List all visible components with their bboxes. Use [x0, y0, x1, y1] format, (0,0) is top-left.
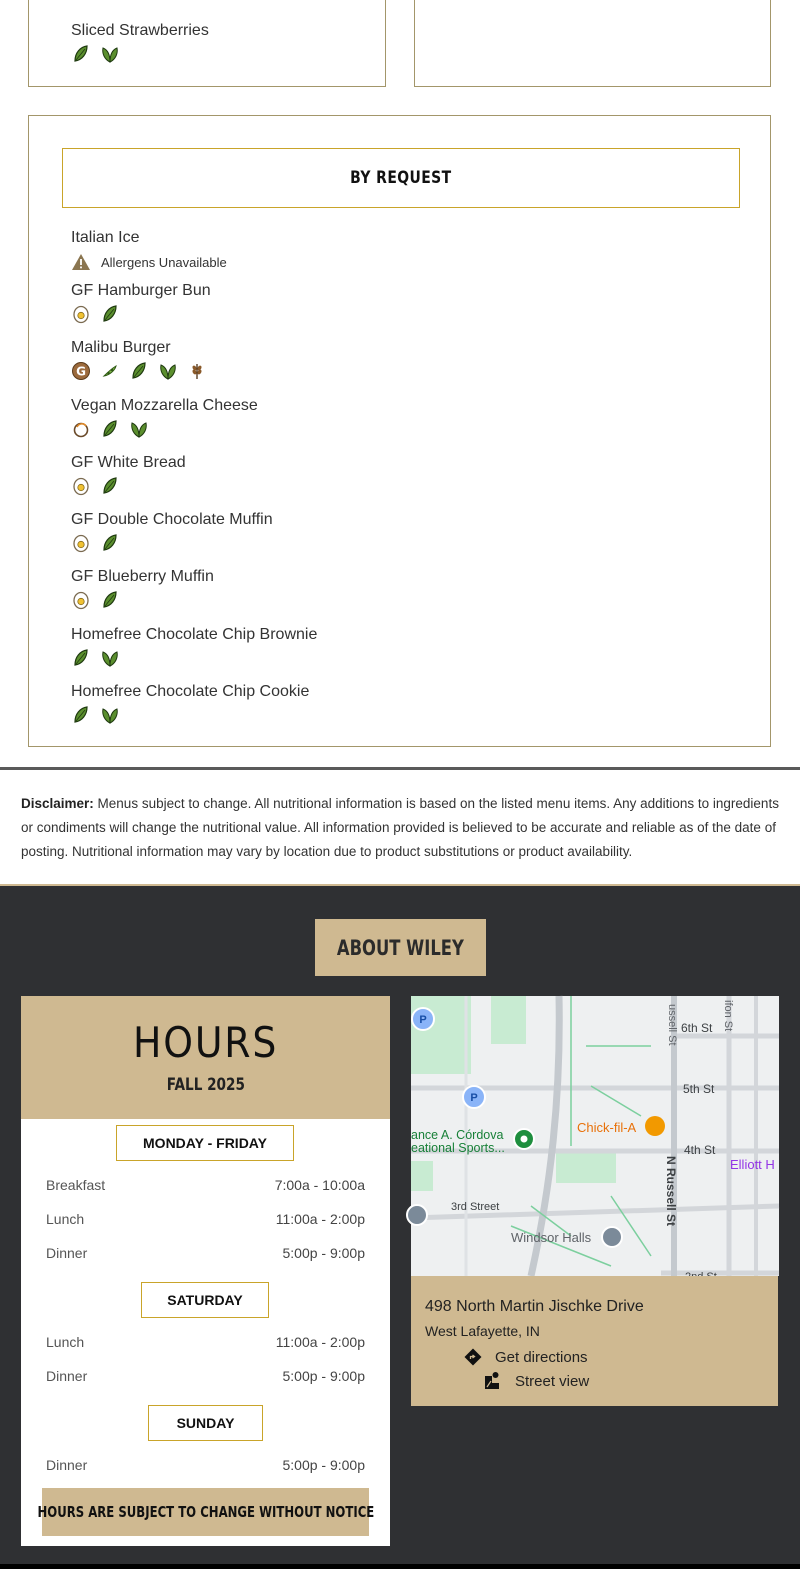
hours-card — [21, 996, 390, 1546]
menu-item[interactable] — [71, 228, 227, 272]
menu-item-name[interactable]: GF Hamburger Bun — [71, 282, 211, 299]
menu-station-card — [28, 115, 771, 747]
hours-row — [46, 1177, 365, 1193]
vegetarian-icon[interactable] — [71, 648, 91, 668]
meal-label: Lunch — [46, 1334, 85, 1350]
meal-label: Dinner — [46, 1245, 88, 1261]
map-label: ifon St — [722, 1000, 734, 1032]
menu-item-name: Sliced Strawberries — [71, 22, 209, 39]
menu-station-card-partial — [28, 0, 386, 87]
map-poi-label: Chick-fil-A — [577, 1120, 637, 1135]
vegan-icon — [100, 44, 120, 64]
disclaimer-text: Menus subject to change. All nutritional information is based on the listed menu items. Any additions to ingredients or condiments will change the nutritional value. All information provided is believed to be accurate and reliable as of the date of posting. Nutritional information may vary by location due to product substitutions or product availability. — [21, 796, 779, 859]
vegetarian-icon — [71, 44, 91, 64]
hours-notice: HOURS ARE SUBJECT TO CHANGE WITHOUT NOTICE — [42, 1488, 369, 1536]
menu-item[interactable] — [71, 567, 214, 610]
meal-time: 5:00p - 9:00p — [282, 1245, 365, 1261]
vegan-icon[interactable] — [158, 361, 178, 381]
meal-time: 7:00a - 10:00a — [274, 1177, 365, 1193]
vegetarian-icon[interactable] — [100, 590, 120, 610]
meal-label: Dinner — [46, 1368, 88, 1384]
menu-item-name[interactable]: GF Blueberry Muffin — [71, 568, 214, 585]
meal-label: Lunch — [46, 1211, 85, 1227]
vegan-icon[interactable] — [129, 419, 149, 439]
vegetarian-icon[interactable] — [100, 419, 120, 439]
vegetarian-icon[interactable] — [100, 304, 120, 324]
day-heading-weekdays: MONDAY - FRIDAY — [116, 1125, 294, 1161]
parking-label: P — [419, 1014, 427, 1026]
disclaimer — [21, 792, 781, 864]
allergen-icons — [71, 590, 214, 610]
vegan-icon[interactable] — [100, 705, 120, 725]
menu-station-card-partial-right — [414, 0, 771, 87]
map-label: 3rd Street — [451, 1201, 500, 1213]
menu-item-name[interactable]: Malibu Burger — [71, 339, 171, 356]
street-view-link[interactable] — [483, 1371, 589, 1391]
map-poi-label: Windsor Halls — [511, 1230, 592, 1245]
allergen-icons — [71, 476, 186, 496]
meal-time: 11:00a - 2:00p — [275, 1211, 365, 1227]
eggs-icon[interactable] — [71, 476, 91, 496]
allergen-icons — [71, 648, 317, 668]
meal-time: 11:00a - 2:00p — [275, 1334, 365, 1350]
gluten-icon[interactable] — [71, 361, 91, 381]
wheat-icon[interactable] — [187, 361, 207, 381]
hours-row — [46, 1245, 365, 1261]
hours-row — [46, 1211, 365, 1227]
hours-header — [21, 996, 390, 1119]
menu-item-name[interactable]: GF White Bread — [71, 454, 186, 471]
day-heading-saturday: SATURDAY — [141, 1282, 269, 1318]
meal-label: Breakfast — [46, 1177, 106, 1193]
menu-item — [71, 21, 209, 64]
soy-icon[interactable] — [100, 361, 120, 381]
get-directions-link[interactable] — [463, 1347, 588, 1367]
school-pin-icon[interactable] — [602, 1227, 622, 1247]
allergen-icons — [71, 533, 273, 553]
menu-item-name[interactable]: Vegan Mozzarella Cheese — [71, 397, 258, 414]
station-title: BY REQUEST — [62, 148, 740, 208]
meal-label: Dinner — [46, 1457, 88, 1473]
parking-label: P — [470, 1092, 478, 1104]
menu-item[interactable] — [71, 682, 309, 725]
location-pin-icon[interactable] — [407, 1205, 427, 1225]
map-label: 6th St — [681, 1021, 713, 1035]
day-heading-sunday: SUNDAY — [148, 1405, 263, 1441]
map-poi-label: ance A. Córdova — [411, 1128, 504, 1142]
get-directions-label: Get directions — [495, 1348, 588, 1366]
allergen-icons — [71, 44, 209, 64]
directions-icon — [463, 1347, 483, 1367]
page-bottom-bar — [0, 1564, 800, 1569]
map-label: N Russell St — [664, 1156, 678, 1227]
map-poi-label: Elliott H — [730, 1157, 775, 1172]
address-street: 498 North Martin Jischke Drive — [425, 1298, 644, 1315]
meal-time: 5:00p - 9:00p — [282, 1368, 365, 1384]
hours-row — [46, 1368, 365, 1384]
disclaimer-label: Disclaimer: — [21, 796, 94, 811]
allergen-icons — [71, 361, 207, 381]
coconut-icon[interactable] — [71, 419, 91, 439]
hours-row — [46, 1457, 365, 1473]
vegetarian-icon[interactable] — [100, 476, 120, 496]
menu-item[interactable] — [71, 625, 317, 668]
menu-item[interactable] — [71, 281, 211, 324]
menu-item[interactable] — [71, 453, 186, 496]
menu-item-name[interactable]: Italian Ice — [71, 229, 140, 246]
map-canvas[interactable] — [411, 996, 779, 1276]
allergen-icons — [71, 705, 309, 725]
warning-icon — [71, 252, 91, 272]
allergen-icons — [71, 304, 211, 324]
allergen-note-text: Allergens Unavailable — [101, 254, 227, 270]
meal-time: 5:00p - 9:00p — [282, 1457, 365, 1473]
eggs-icon[interactable] — [71, 590, 91, 610]
street-view-icon — [483, 1371, 503, 1391]
menu-item-name[interactable]: Homefree Chocolate Chip Cookie — [71, 683, 310, 700]
vegetarian-icon[interactable] — [71, 705, 91, 725]
map-poi-label: eational Sports... — [411, 1141, 505, 1155]
hours-season: FALL 2025 — [166, 1075, 245, 1095]
menu-item-name[interactable]: GF Double Chocolate Muffin — [71, 511, 273, 528]
eggs-icon[interactable] — [71, 533, 91, 553]
about-section — [0, 886, 800, 1569]
map[interactable] — [411, 996, 779, 1276]
divider — [0, 767, 800, 770]
street-view-label: Street view — [515, 1372, 590, 1390]
menu-item[interactable] — [71, 396, 258, 439]
about-button[interactable]: ABOUT WILEY — [315, 919, 486, 976]
address-card — [411, 1276, 778, 1406]
menu-item[interactable] — [71, 510, 273, 553]
hours-row — [46, 1334, 365, 1350]
menu-item-name[interactable]: Homefree Chocolate Chip Brownie — [71, 626, 318, 643]
restaurant-pin-icon[interactable] — [645, 1116, 665, 1136]
vegetarian-icon[interactable] — [100, 533, 120, 553]
address-city: West Lafayette, IN — [425, 1323, 540, 1339]
map-label: 5th St — [683, 1082, 715, 1096]
vegetarian-icon[interactable] — [129, 361, 149, 381]
allergen-icons — [71, 419, 258, 439]
menu-item[interactable] — [71, 338, 207, 381]
hours-title: HOURS — [132, 1018, 279, 1067]
allergen-note — [71, 252, 227, 272]
map-label: 4th St — [684, 1143, 716, 1157]
map-label: ussell St — [666, 1004, 678, 1046]
eggs-icon[interactable] — [71, 304, 91, 324]
vegan-icon[interactable] — [100, 648, 120, 668]
